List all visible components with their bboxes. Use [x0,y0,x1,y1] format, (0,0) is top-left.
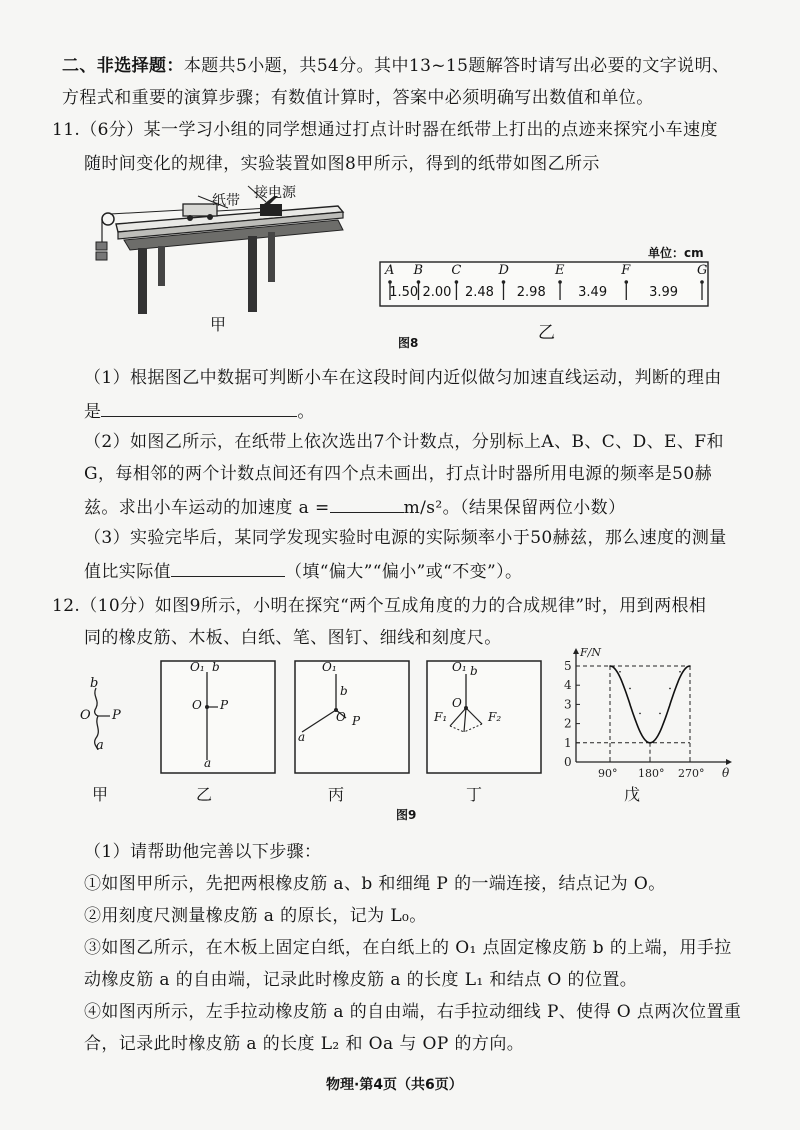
series-point-5 [659,713,661,715]
yi-label-a: a [204,756,212,770]
q11-p2b: G，每相邻的两个计数点间还有四个点未画出，打点计时器所用电源的频率是50赫 [84,464,713,484]
fig9-label-yi: 乙 [196,785,213,804]
tape-point-E: E [555,263,565,278]
fig8-caption: 图8 [398,336,419,350]
q11-p3a: （3）实验完毕后，某同学发现实验时电源的实际频率小于50赫兹，那么速度的测量 [84,528,727,548]
series-point-2 [629,688,631,690]
series-point-8 [689,665,691,667]
tape-segment-1: 2.00 [422,285,452,300]
q11-p3b [84,558,522,584]
q11-p3b-pre: 值比实际值 [84,562,171,582]
tape-segment-3: 2.98 [516,285,546,300]
label-power: 接电源 [254,185,296,201]
answer-blank-3[interactable] [171,558,285,577]
fig9-label-ding: 丁 [466,785,483,804]
q12-step-3a: ③如图乙所示，在木板上固定白纸，在白纸上的 O₁ 点固定橡皮筋 b 的上端，用手拉 [84,938,732,958]
q11-p2c [84,494,625,520]
answer-blank-1[interactable] [101,398,297,417]
q12-step-3b: 动橡皮筋 a 的自由端，记录此时橡皮筋 a 的长度 L₁ 和结点 O 的位置。 [84,970,638,990]
tape-point-C: C [451,263,462,278]
ding-label-F2: F₂ [488,710,502,724]
q12-stem-2: 同的橡皮筋、木板、白纸、笔、图钉、细线和刻度尺。 [84,628,502,648]
tape-unit: 单位：cm [648,246,704,260]
y-tick-label-4: 4 [564,678,572,693]
q11-p1a: （1）根据图乙中数据可判断小车在这段时间内近似做匀加速直线运动，判断的理由 [84,368,722,388]
q11-p1b-pre: 是 [84,402,102,422]
series-line-F [610,666,690,743]
tape-dot-A [388,280,392,284]
fig8-label-yi: 乙 [538,323,555,343]
q12-steps-title: （1）请帮助他完善以下步骤： [84,842,322,862]
section-title: 二、非选择题： [62,56,184,76]
q12-step-1: ①如图甲所示，先把两根橡皮筋 a、b 和细绳 P 的一端连接，结点记为 O。 [84,874,666,894]
fig8-label-jia: 甲 [210,315,227,334]
section-desc-2: 方程式和重要的演算步骤；有数值计算时，答案中必须明确写出数值和单位。 [62,88,654,108]
tape-point-F: F [621,263,631,278]
ding-label-b: b [470,664,478,678]
tape-segment-2: 2.48 [464,285,494,300]
q12-step-4a: ④如图丙所示，左手拉动橡皮筋 a 的自由端，右手拉动细线 P、使得 O 点两次位置重 [84,1002,742,1022]
fig9-label-bing: 丙 [328,785,345,804]
tape-point-A: A [385,263,395,278]
q12-stem-1: 12.（10分）如图9所示，小明在探究“两个互成角度的力的合成规律”时，用到两根相 [52,596,707,616]
x-axis-arrow [726,759,732,765]
y-tick-label-1: 1 [564,735,572,750]
tape-segment-5: 3.99 [649,285,679,300]
series-point-3 [639,713,641,715]
x-tick-label-1: 90° [598,767,618,780]
tape-dot-C [455,280,459,284]
answer-blank-2[interactable] [330,494,404,513]
fig9-caption: 图9 [396,808,417,822]
fig9-label-wu: 戊 [624,785,641,804]
tape-segment-0: 1.50 [389,285,419,300]
y-axis-label: F/N [580,646,601,659]
fig9-label-jia: 甲 [92,785,109,804]
q12-step-2: ②用刻度尺测量橡皮筋 a 的原长，记为 L₀。 [84,906,427,926]
y-tick-label-3: 3 [564,697,572,712]
yi-label-b: b [212,660,220,674]
jia-label-P: P [112,708,121,723]
y-tick-label-5: 5 [564,659,572,673]
label-tape: 纸带 [212,193,240,209]
bing-label-a: a [298,730,306,744]
section-header [62,54,729,78]
q11-p2c-unit: m/s²。 [403,498,460,518]
yi-label-P: P [220,698,229,712]
series-point-6 [669,688,671,690]
ding-label-O1: O₁ [452,660,467,674]
y-axis-arrow [573,648,579,654]
ding-label-O: O [452,696,462,710]
series-point-0 [609,665,611,667]
section-desc-1: 本题共5小题，共54分。其中13~15题解答时请写出必要的文字说明、 [183,56,730,76]
series-point-1 [619,671,621,673]
q11-p1b-post: 。 [297,402,315,422]
y-tick-label-0: 0 [564,755,572,769]
q11-p2a: （2）如图乙所示，在纸带上依次选出7个计数点，分别标上A、B、C、D、E、F和 [84,432,724,452]
bing-label-O: O [336,710,346,724]
ding-label-F1: F₁ [434,710,448,724]
q11-stem-2: 随时间变化的规律，实验装置如图8甲所示，得到的纸带如图乙所示 [84,154,600,174]
q11-stem-1: 11.（6分）某一学习小组的同学想通过打点计时器在纸带上打出的点迹来探究小车速度 [52,120,718,140]
page-footer: 物理·第4页（共6页） [326,1077,463,1093]
q11-p2c-post: （结果保留两位小数） [459,498,626,518]
tape-point-D: D [498,263,509,278]
q12-step-4b: 合，记录此时橡皮筋 a 的长度 L₂ 和 Oa 与 OP 的方向。 [84,1034,525,1054]
q11-p1b [84,398,315,424]
jia-label-a: a [96,738,104,753]
yi-label-O: O [192,698,202,712]
x-tick-label-3: 270° [678,767,705,780]
bing-label-O1: O₁ [322,660,337,674]
q11-p2c-pre: 兹。求出小车运动的加速度 a = [84,498,330,518]
series-point-4 [649,742,651,744]
tape-dot-G [700,280,704,284]
tape-segment-4: 3.49 [578,285,608,300]
tape-point-G: G [697,263,708,278]
y-tick-label-2: 2 [564,716,572,731]
x-tick-label-2: 180° [638,767,665,780]
fig9-yi [160,660,276,774]
fig9-wu-chart [548,640,734,782]
series-point-7 [679,671,681,673]
yi-label-O1: O₁ [190,660,205,674]
jia-label-O: O [80,708,91,723]
tape-dot-F [624,280,628,284]
jia-label-b: b [90,676,99,691]
bing-label-P: P [352,714,361,728]
q11-p3b-post: （填“偏大”“偏小”或“不变”）。 [285,562,523,582]
tape-point-B: B [413,263,424,278]
bing-label-b: b [340,684,348,698]
tape-dot-E [558,280,562,284]
tape-dot-B [417,280,421,284]
x-axis-label: θ [722,766,730,780]
tape-dot-D [502,280,506,284]
